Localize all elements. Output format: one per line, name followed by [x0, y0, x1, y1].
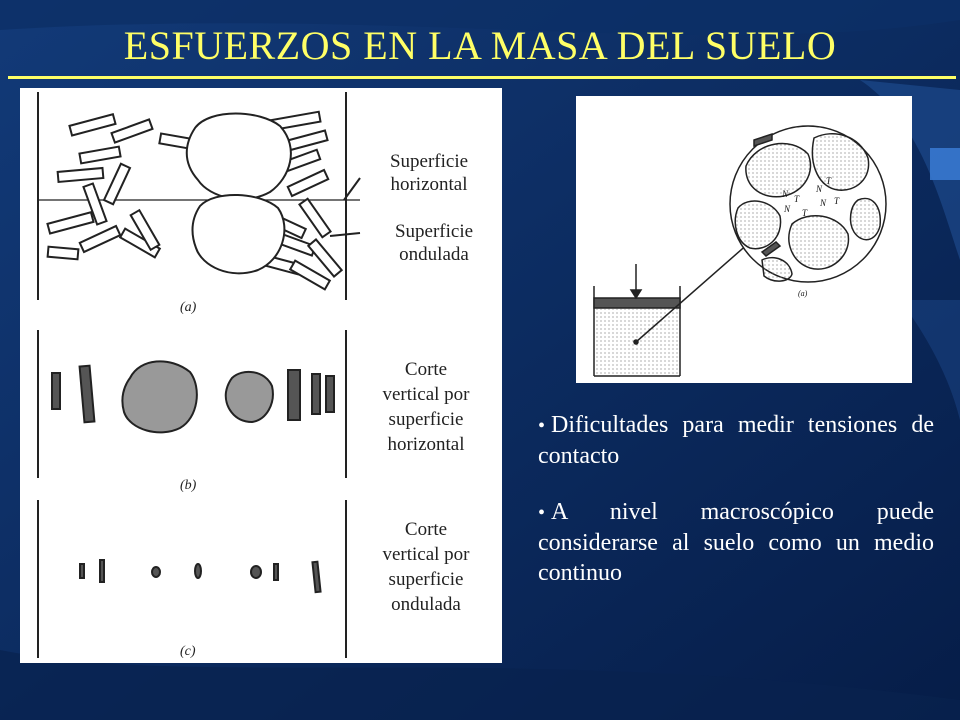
label-corte-ondulada-2: vertical por	[382, 544, 470, 565]
contact-forces-figure	[576, 96, 912, 383]
bullet-marker: •	[538, 415, 546, 437]
force-letter: T	[834, 196, 840, 206]
bullet-item	[538, 497, 934, 588]
force-letter: N	[784, 204, 791, 214]
force-letter: T	[794, 194, 800, 204]
bullet-marker: •	[538, 502, 546, 524]
force-letter: N	[782, 189, 789, 199]
bullet-list	[538, 410, 934, 614]
label-corte-ondulada-3: superficie	[388, 569, 464, 590]
bullet-item	[538, 410, 934, 471]
caption-a: (a)	[180, 300, 197, 315]
label-corte-horizontal-1: Corte	[404, 359, 448, 380]
caption-b: (b)	[180, 478, 197, 493]
title-underline	[8, 76, 956, 79]
contact-forces-drawing	[576, 96, 912, 383]
force-letter: N	[820, 198, 827, 208]
bullet-text: Dificultades para medir tensiones de contacto	[538, 412, 934, 469]
force-letter: T	[826, 176, 832, 186]
bullet-text: A nivel macroscópico puede considerarse al suelo como un medio continuo	[538, 499, 934, 586]
label-corte-horizontal-2: vertical por	[382, 384, 470, 405]
slide-title: ESFUERZOS EN LA MASA DEL SUELO	[123, 23, 837, 68]
label-corte-ondulada-4: ondulada	[391, 594, 461, 615]
label-corte-horizontal-3: superficie	[388, 409, 464, 430]
right-caption: (a)	[798, 289, 808, 298]
label-superficie-horizontal: Superficie horizontal	[389, 151, 469, 195]
label-superficie-ondulada: Superficie ondulada	[394, 221, 474, 265]
label-corte-horizontal-4: horizontal	[387, 434, 465, 455]
caption-c: (c)	[180, 644, 196, 659]
label-corte-ondulada-1: Corte	[404, 519, 448, 540]
force-letter: N	[816, 184, 823, 194]
force-letter: T	[802, 208, 808, 218]
soil-section-figure	[20, 88, 502, 663]
